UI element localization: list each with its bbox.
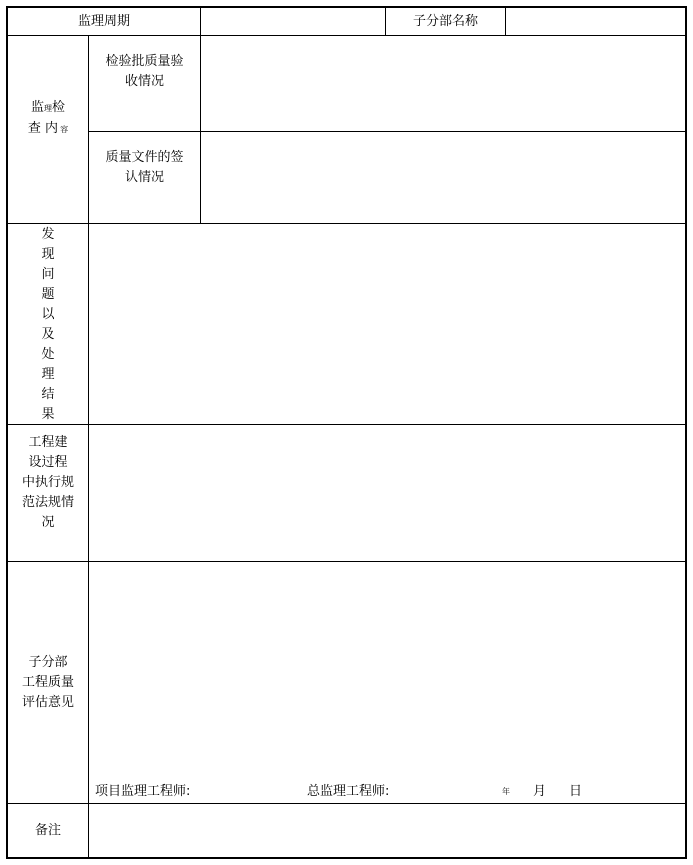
date-month-label: 月 xyxy=(533,784,547,799)
compliance-line3: 中执行规 xyxy=(21,475,74,490)
period-label: 监理周期 xyxy=(77,13,130,29)
period-field[interactable] xyxy=(201,8,385,35)
batch-label-line2: 收情况 xyxy=(124,74,164,89)
date-day-label: 日 xyxy=(569,784,583,799)
assessment-label xyxy=(8,562,88,803)
problems-char: 问 xyxy=(41,267,55,282)
compliance-label xyxy=(8,425,88,561)
inspection-content-label xyxy=(8,36,88,223)
subdivision-label: 子分部名称 xyxy=(412,13,478,29)
batch-label-line1: 检验批质量验 xyxy=(105,54,184,69)
compliance-line2: 设过程 xyxy=(28,455,68,470)
problems-char: 题 xyxy=(41,287,55,302)
batch-acceptance-label xyxy=(89,36,200,131)
assessment-line1: 子分部 xyxy=(28,654,68,670)
inspection-label-2: 理 xyxy=(44,103,52,113)
project-engineer-signature[interactable]: 项目监理工程师: xyxy=(95,784,191,799)
batch-acceptance-field[interactable] xyxy=(201,36,685,131)
date-year-label: 年 xyxy=(502,787,510,796)
compliance-line1: 工程建 xyxy=(28,435,68,450)
compliance-line4: 范法规情 xyxy=(21,495,74,510)
compliance-line5: 况 xyxy=(41,515,55,530)
inspection-label-5: 容 xyxy=(60,124,69,134)
signature-line xyxy=(89,782,685,802)
problems-char: 以 xyxy=(41,307,55,322)
docs-label-line1: 质量文件的签 xyxy=(105,150,184,165)
problems-field[interactable] xyxy=(89,224,685,424)
compliance-field[interactable] xyxy=(89,425,685,561)
inspection-label-3: 检 xyxy=(52,99,66,115)
remarks-label: 备注 xyxy=(34,822,61,838)
quality-docs-field[interactable] xyxy=(201,132,685,223)
problems-char: 处 xyxy=(41,347,55,362)
problems-char: 理 xyxy=(41,367,55,382)
docs-label-line2: 认情况 xyxy=(124,170,164,185)
inspection-label-1: 监 xyxy=(30,99,44,115)
problems-label xyxy=(8,224,88,424)
remarks-field[interactable] xyxy=(89,804,685,857)
problems-char: 结 xyxy=(41,387,55,402)
chief-engineer-signature[interactable]: 总监理工程师: xyxy=(307,784,390,799)
quality-assessment-form xyxy=(6,6,687,859)
problems-char: 现 xyxy=(41,247,55,262)
problems-char: 及 xyxy=(41,327,55,342)
subdivision-field[interactable] xyxy=(506,8,685,35)
inspection-label-4: 查 内 xyxy=(27,120,59,136)
quality-docs-label xyxy=(89,132,200,223)
problems-char: 发 xyxy=(41,227,55,242)
problems-char: 果 xyxy=(41,407,55,422)
assessment-field[interactable] xyxy=(89,562,685,772)
assessment-line2: 工程质量 xyxy=(21,674,74,690)
assessment-line3: 评估意见 xyxy=(21,694,74,710)
